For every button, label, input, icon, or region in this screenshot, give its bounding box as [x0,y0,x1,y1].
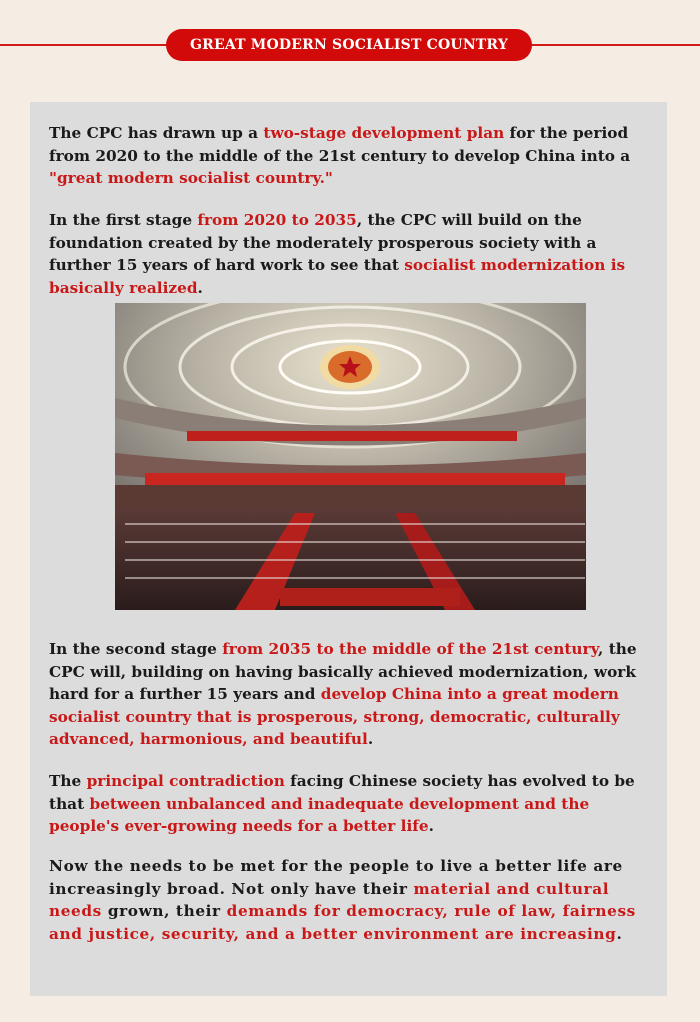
paragraph-two-stage-plan [49,122,653,190]
body-text: Now the needs to be met for the people to live a better life are increasingly broad. Not only have their [49,857,623,898]
highlighted-text: principal contradiction [86,772,285,790]
highlighted-text: "great modern socialist country." [49,169,333,188]
highlighted-text: socialist modernization is basically realized [49,256,626,297]
body-text: grown, their [101,902,227,921]
body-text: for the period from 2020 to the middle of the 21st century to develop China into a [49,124,631,165]
content-card [30,102,667,996]
highlighted-text: between unbalanced and inadequate development and the people's ever-growing needs for a better life [49,794,590,836]
paragraph-second-stage [49,638,653,751]
body-text: . [197,278,203,297]
body-text: . [428,817,434,836]
section-title: GREAT MODERN SOCIALIST COUNTRY [189,37,509,53]
assembly-hall-photo [115,303,586,610]
body-text: , the CPC will, building on having basically achieved modernization, work hard for a further 15 years and [49,640,637,704]
highlighted-text: two-stage development plan [263,124,505,142]
body-text: In the second stage [49,640,223,658]
paragraph-better-life-needs [49,855,653,945]
paragraph-first-stage [49,209,653,299]
body-text: The CPC has drawn up a [49,124,264,142]
highlighted-text: from 2020 to 2035 [197,211,357,229]
paragraph-principal-contradiction [49,770,653,838]
body-text: . [367,730,374,749]
highlighted-text: develop China into a great modern socialist country that is prosperous, strong, democratic, culturally advanced, harmonious, and beautiful [49,685,620,749]
body-text: In the first stage [49,211,198,229]
highlighted-text: material and cultural needs [49,879,610,921]
body-text: , the CPC will build on the foundation created by the moderately prosperous society with a further 15 years of hard work to see that [49,211,597,275]
highlighted-text: demands for democracy, rule of law, fairness and justice, security, and a better environment are increasing [49,902,636,943]
body-text: facing Chinese society has evolved to be that [49,772,635,813]
section-title-badge [166,29,532,61]
highlighted-text: from 2035 to the middle of the 21st century [222,640,599,658]
body-text: . [616,924,623,943]
body-text: The [49,772,87,790]
